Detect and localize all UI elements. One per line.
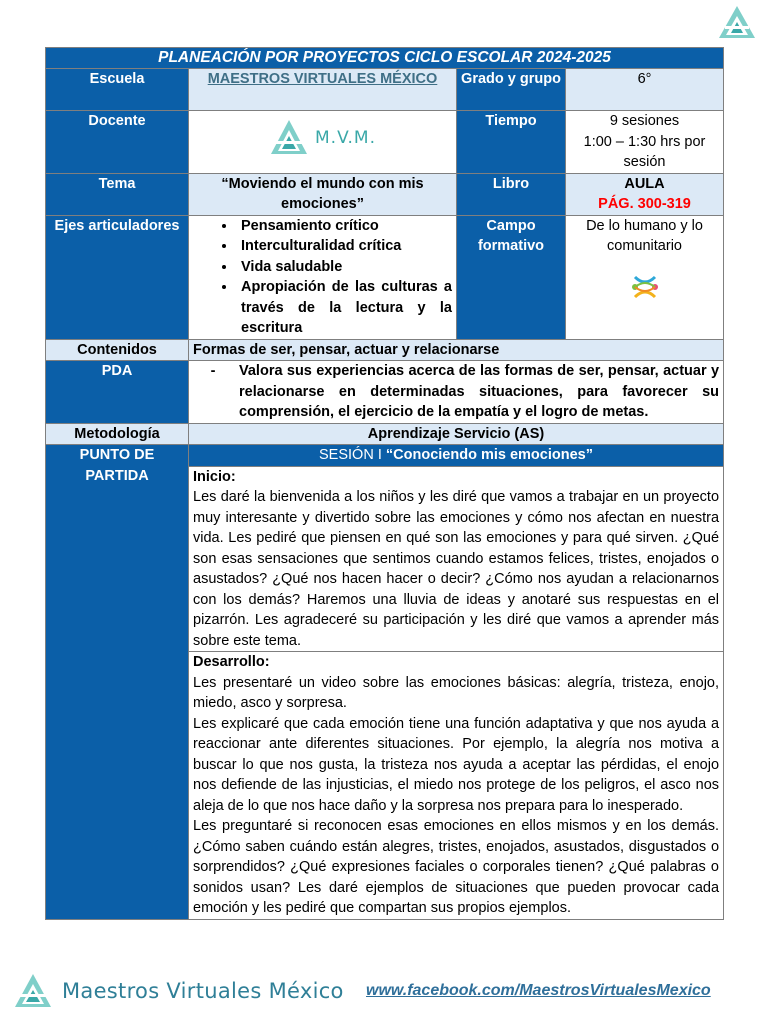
desarrollo-cell [189,652,724,920]
inicio-title: Inicio: [193,468,236,485]
escuela-label: Escuela [46,69,189,111]
list-item: • Vida saludable [237,257,452,278]
escuela-value[interactable]: MAESTROS VIRTUALES MÉXICO [207,71,438,87]
desarrollo-paragraph: Les explicaré que cada emoción tiene una función adaptativa y que nos ayuda a reaccionar ante diferentes situaciones. Por ejemplo, la alegría nos motiva a buscar lo que nos gusta, la tristeza nos ayuda a aceptar las pérdidas, el enojo nos defiende de las injusticias, el miedo nos protege de los peligros, el asco nos aleja de lo que nos hace daño y la sorpresa nos prepara para lo inesperado. [193,715,720,814]
list-item: • Apropiación de las culturas a través de la lectura y la escritura [237,277,452,339]
mvm-logo-text: M.V.M. [315,127,376,148]
pda-value: Valora sus experiencias acerca de las formas de ser, pensar, actuar y relacionarse en determinadas situaciones, para favorecer su comprensión, el ejercicio de la empatía y el logro de metas. [239,363,720,420]
campo-formativo-icon [629,271,661,303]
inicio-cell [189,466,724,652]
desarrollo-title: Desarrollo: [193,654,270,670]
mvm-logo [193,111,452,165]
campo-value: De lo humano y lo comunitario [586,217,703,254]
escuela-value-cell [189,69,457,111]
pda-cell [189,361,724,424]
page-title: PLANEACIÓN POR PROYECTOS CICLO ESCOLAR 2024-2025 [46,48,724,69]
tiempo-sessions: 9 sesiones [609,113,680,129]
facebook-link[interactable]: www.facebook.com/MaestrosVirtualesMexico [366,982,711,999]
footer-brand-text: Maestros Virtuales México [62,979,344,1003]
session-title: “Conociendo mis emociones” [385,447,593,463]
grado-value: 6° [566,69,724,111]
footer-brand [14,973,344,1009]
tiempo-label: Tiempo [457,111,566,174]
metodologia-value: Aprendizaje Servicio (AS) [189,423,724,445]
grado-label: Grado y grupo [457,69,566,111]
libro-pages: PÁG. 300-319 [598,196,691,212]
session-header [189,445,724,467]
pda-label: PDA [46,361,189,424]
docente-label: Docente [46,111,189,174]
inicio-text: Les daré la bienvenida a los niños y les diré que vamos a trabajar en un proyecto muy interesante y divertido sobre las emociones y cómo nos afectan en nuestra vida. Les pediré que piensen en qué son las emociones y para qué sirven. ¿Qué son esas sensaciones que sentimos cuando estamos felices, tristes, enojados o asustados? ¿Qué nos hacen hacer o decir? ¿Cómo nos ayudan a relacionarnos con los demás? Haremos una lluvia de ideas y anotaré sus respuestas en el pizarrón. Les agradeceré su participación y les diré que vamos a aprender más sobre este tema. [193,489,720,649]
punto-partida-label: PUNTO DE PARTIDA [46,445,189,920]
libro-label: Libro [457,173,566,215]
contenidos-label: Contenidos [46,339,189,361]
tema-label: Tema [46,173,189,215]
desarrollo-paragraph: Les presentaré un video sobre las emociones básicas: alegría, tristeza, enojo, miedo, asco y sorpresa. [193,674,720,711]
planning-table [45,47,724,920]
ejes-label: Ejes articuladores [46,215,189,339]
metodologia-label: Metodología [46,423,189,445]
tiempo-value [566,111,724,174]
mvm-corner-logo-icon [717,4,757,44]
mvm-footer-icon [14,973,52,1009]
ejes-cell [189,215,457,339]
tema-value: “Moviendo el mundo con mis emociones” [189,173,457,215]
libro-value: AULA [624,175,665,192]
tiempo-duration: 1:00 – 1:30 hrs por sesión [583,133,706,170]
docente-logo-cell [189,111,457,174]
list-item: • Interculturalidad crítica [237,236,452,257]
list-item: • Pensamiento crítico [237,216,452,237]
pda-dash: - [210,363,216,379]
desarrollo-paragraph: Les preguntaré si reconocen esas emociones en ellos mismos y en los demás. ¿Cómo saben cuándo están alegres, tristes, enojados, asustados, disgustados o sorprendidos? ¿Qué expresiones faciales o corporales tienen? ¿Qué palabras o sonidos usan? Les daré ejemplos de situaciones que pueden provocar cada emoción y les pediré que compartan sus propios ejemplos. [193,818,720,916]
session-prefix: SESIÓN I [319,447,382,463]
libro-cell [566,173,724,215]
mvm-triangle-icon [269,118,309,158]
campo-label: Campo formativo [457,215,566,339]
ejes-list [193,216,452,339]
campo-cell [566,215,724,339]
contenidos-value: Formas de ser, pensar, actuar y relacionarse [189,339,724,361]
